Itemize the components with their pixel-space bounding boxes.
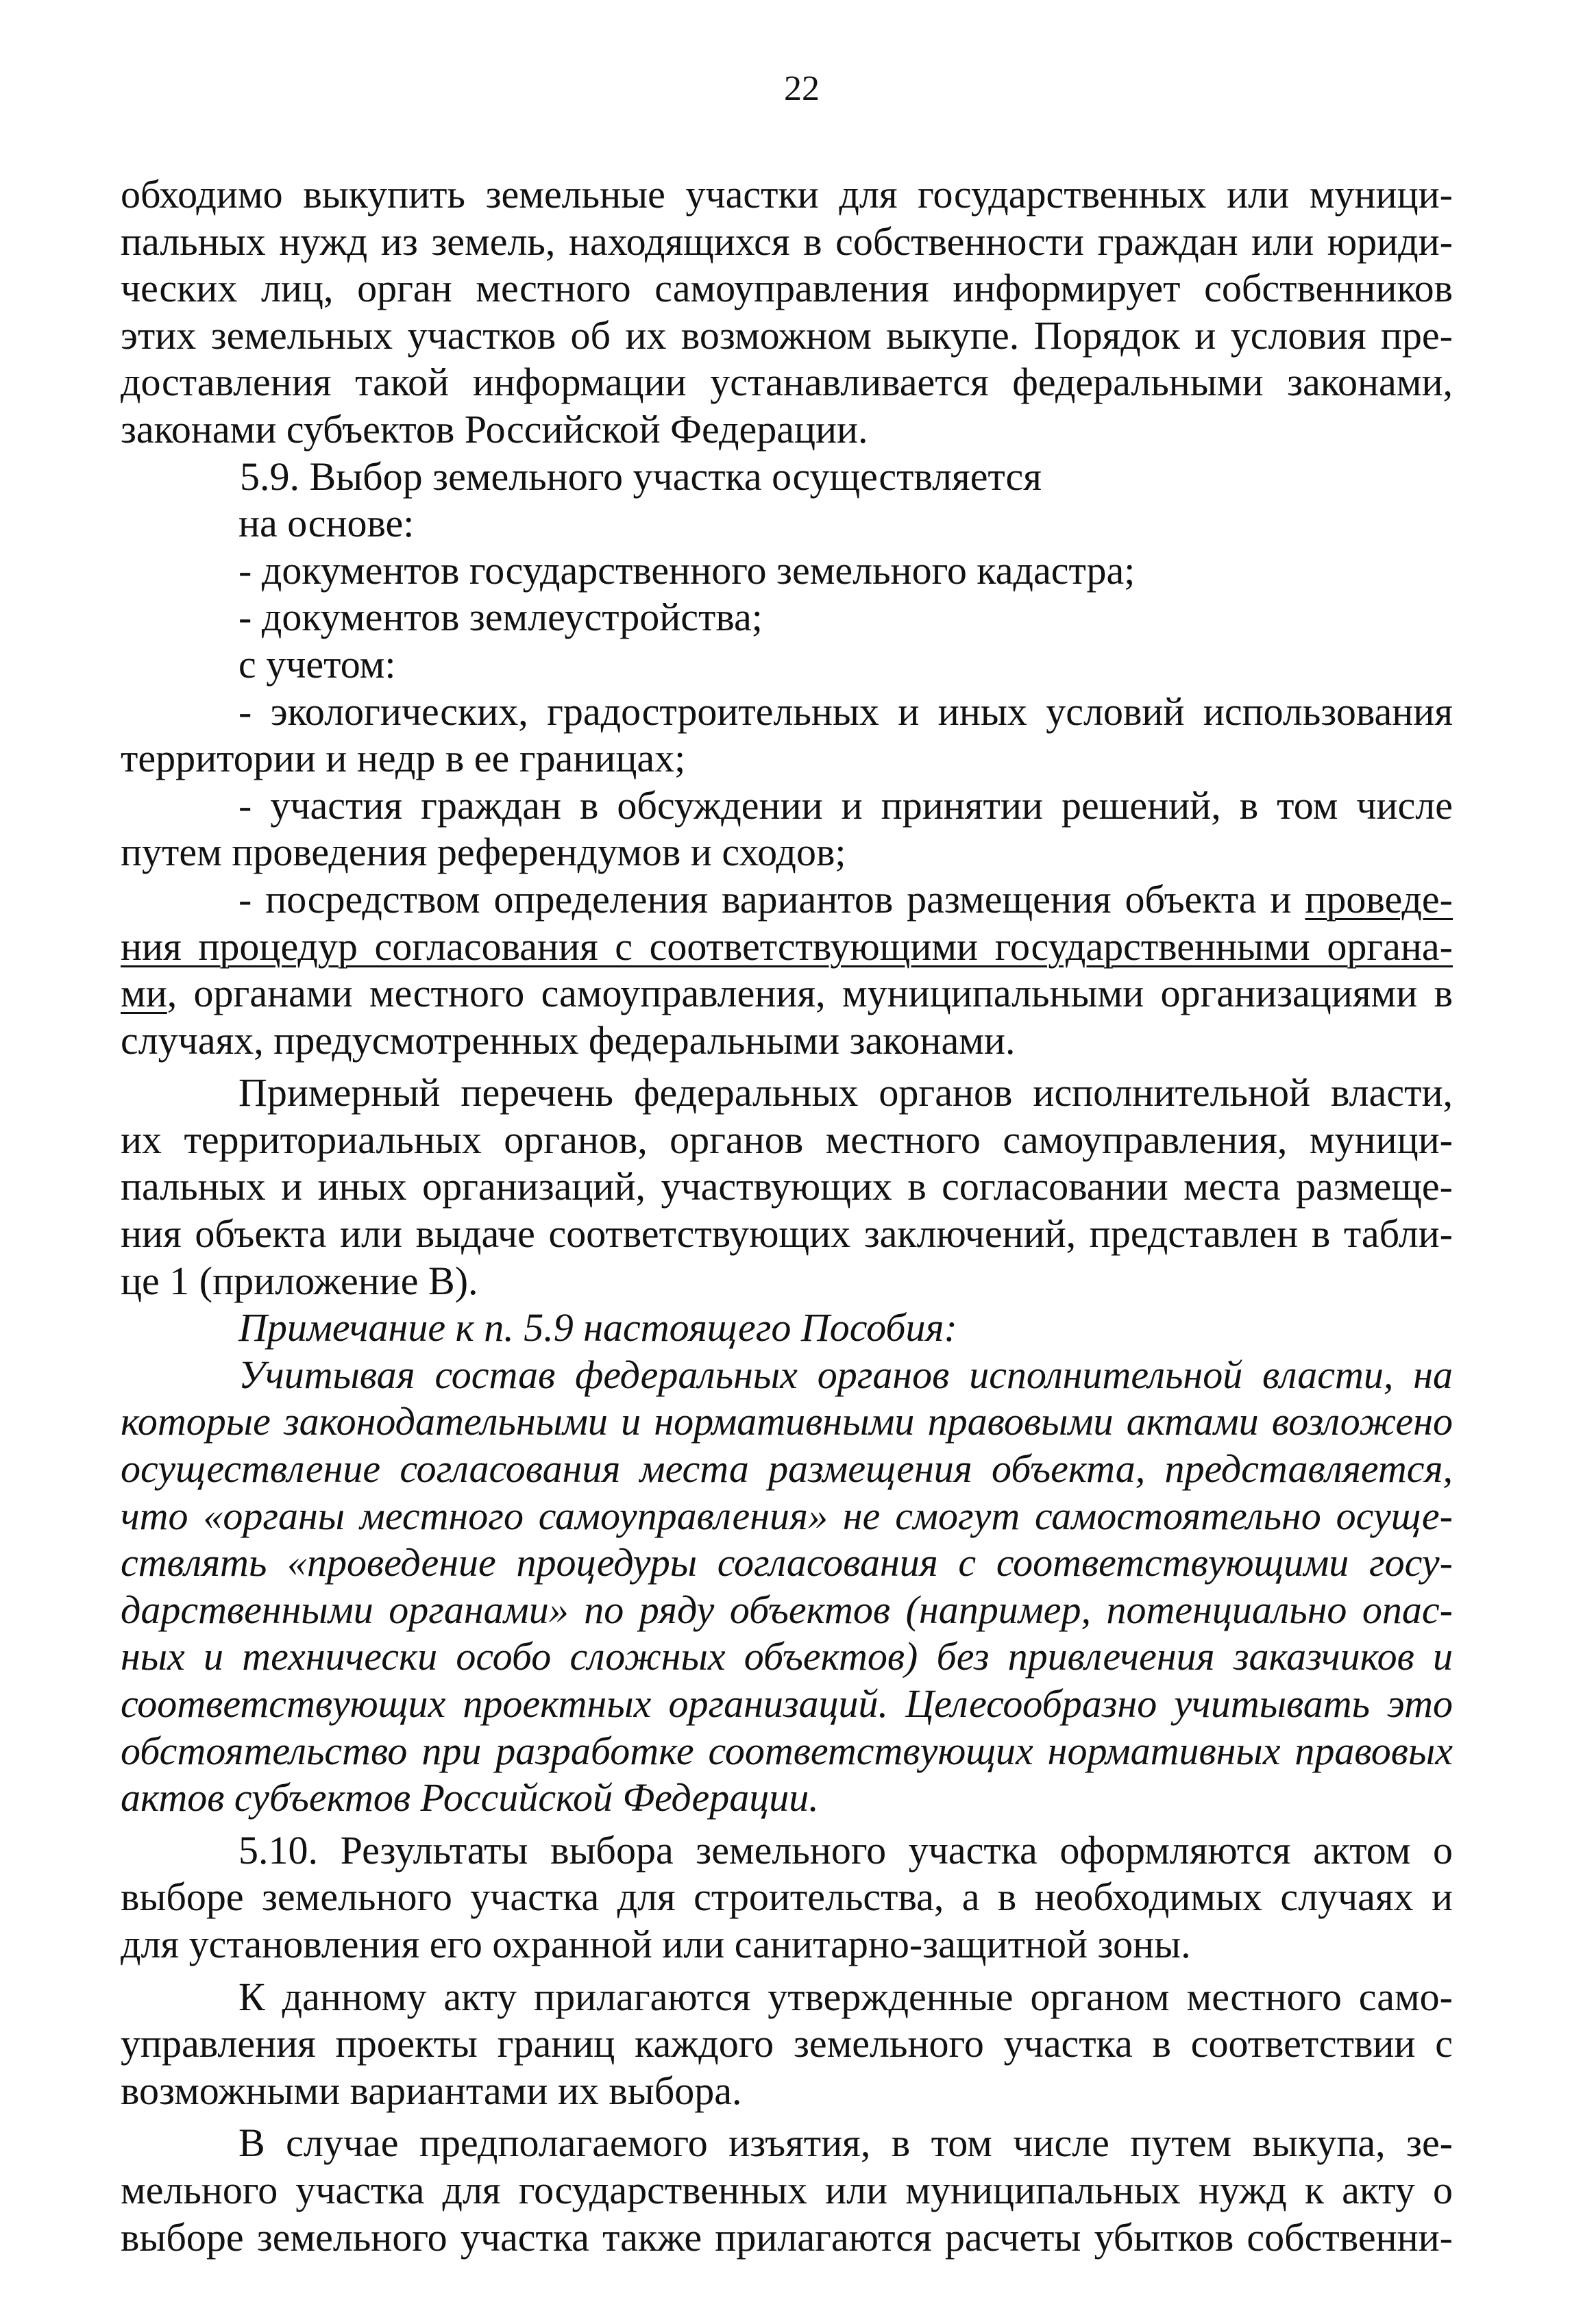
note-line: соответствующих проектных организаций. Целесообразно учитывать это	[121, 1681, 1453, 1726]
text-line: мельного участка для государственных или муниципальных нужд к акту о	[121, 2167, 1453, 2212]
text-line: их территориальных органов, органов местного самоуправления, муници-	[121, 1117, 1453, 1162]
text-line: с учетом:	[238, 641, 396, 687]
text-line: доставления такой информации устанавливается федеральными законами,	[121, 360, 1453, 405]
text-line: возможными вариантами их выбора.	[121, 2068, 742, 2113]
text-line	[121, 970, 1453, 1017]
paragraph-spacer	[121, 1822, 1453, 1827]
text-line: этих земельных участков об их возможном выкупе. Порядок и условия пре-	[121, 312, 1453, 358]
text-line: Примерный перечень федеральных органов исполнительной власти,	[238, 1070, 1453, 1115]
text-line: це 1 (приложение В).	[121, 1258, 478, 1303]
text-line: законами субъектов Российской Федерации.	[121, 406, 868, 452]
paragraph-attachments	[121, 1974, 1453, 2115]
paragraph-continuation	[121, 171, 1453, 454]
text-line: ческих лиц, орган местного самоуправления информирует собственников	[121, 266, 1453, 311]
document-body	[121, 171, 1453, 2261]
note-line: Учитывая состав федеральных органов исполнительной власти, на	[238, 1352, 1453, 1397]
list-item	[121, 876, 1453, 924]
text-line: 5.10. Результаты выбора земельного участка оформляются актом о	[238, 1827, 1453, 1872]
paragraph-5-10	[121, 1827, 1453, 1968]
list-item: - экологических, градостроительных и иных условий использования	[238, 689, 1453, 734]
paragraph-approval-procedure	[121, 876, 1453, 1064]
note-line: что «органы местного самоуправления» не смогут самостоятельно осуще-	[121, 1493, 1453, 1538]
text-line	[121, 924, 1453, 971]
note-line: которые законодательными и нормативными правовыми актами возложено	[121, 1399, 1453, 1444]
text-line: обходимо выкупить земельные участки для государственных или муници-	[121, 172, 1453, 217]
note-line: актов субъектов Российской Федерации.	[121, 1775, 819, 1820]
text-line: выборе земельного участка также прилагаются расчеты убытков собственни-	[121, 2214, 1453, 2260]
note-block	[121, 1305, 1453, 1822]
paragraph-list-of-bodies	[121, 1070, 1453, 1305]
note-title: Примечание к п. 5.9 настоящего Пособия:	[238, 1305, 957, 1350]
note-line: ствлять «проведение процедуры согласования с соответствующими госу-	[121, 1540, 1453, 1585]
note-line: осуществление согласования места размещения объекта, представляется,	[121, 1446, 1453, 1492]
text-line: К данному акту прилагаются утвержденные органом местного само-	[238, 1974, 1453, 2019]
note-line: обстоятельство при разработке соответствующих нормативных правовых	[121, 1728, 1453, 1773]
text-line: на основе:	[238, 501, 415, 546]
text-line: территории и недр в ее границах;	[121, 736, 686, 781]
text-line: управления проекты границ каждого земельного участка в соответствии с	[121, 2021, 1453, 2066]
text-line: 5.9. Выбор земельного участка осуществляется	[240, 454, 1042, 499]
note-line: ных и технически особо сложных объектов) без привлечения заказчиков и	[121, 1634, 1453, 1679]
underlined-text: ния процедур согласования с соответствующими государственными органа-	[121, 924, 1453, 969]
list-item: - участия граждан в обсуждении и принятии решений, в том числе	[238, 782, 1453, 828]
list-item: - документов государственного земельного кадастра;	[238, 547, 1136, 593]
paragraph-5-9	[121, 454, 1453, 876]
text-line: ния объекта или выдаче соответствующих заключений, представлен в табли-	[121, 1211, 1453, 1257]
text-plain: - посредством определения вариантов размещения объекта и	[238, 876, 1305, 922]
text-line: В случае предполагаемого изъятия, в том числе путем выкупа, зе-	[238, 2121, 1453, 2166]
paragraph-spacer	[121, 1064, 1453, 1070]
list-item: - документов землеустройства;	[238, 595, 763, 640]
paragraph-spacer	[121, 2114, 1453, 2120]
text-plain: , органами местного самоуправления, муниципальными организациями в	[167, 971, 1453, 1016]
paragraph-spacer	[121, 1968, 1453, 1974]
underlined-text: ми	[121, 971, 167, 1016]
paragraph-seizure	[121, 2120, 1453, 2261]
page-number: 22	[784, 69, 820, 108]
text-line: пальных нужд из земель, находящихся в собственности граждан или юриди-	[121, 219, 1453, 264]
text-line: для установления его охранной или санитарно-защитной зоны.	[121, 1921, 1191, 1966]
text-line: пальных и иных организаций, участвующих в согласовании места размеще-	[121, 1164, 1453, 1209]
text-line: путем проведения референдумов и сходов;	[121, 830, 846, 875]
text-line: выборе земельного участка для строительства, а в необходимых случаях и	[121, 1875, 1453, 1920]
note-line: дарственными органами» по ряду объектов (например, потенциально опас-	[121, 1587, 1453, 1632]
text-line: случаях, предусмотренных федеральными законами.	[121, 1017, 1016, 1063]
underlined-text: проведе-	[1305, 876, 1453, 922]
